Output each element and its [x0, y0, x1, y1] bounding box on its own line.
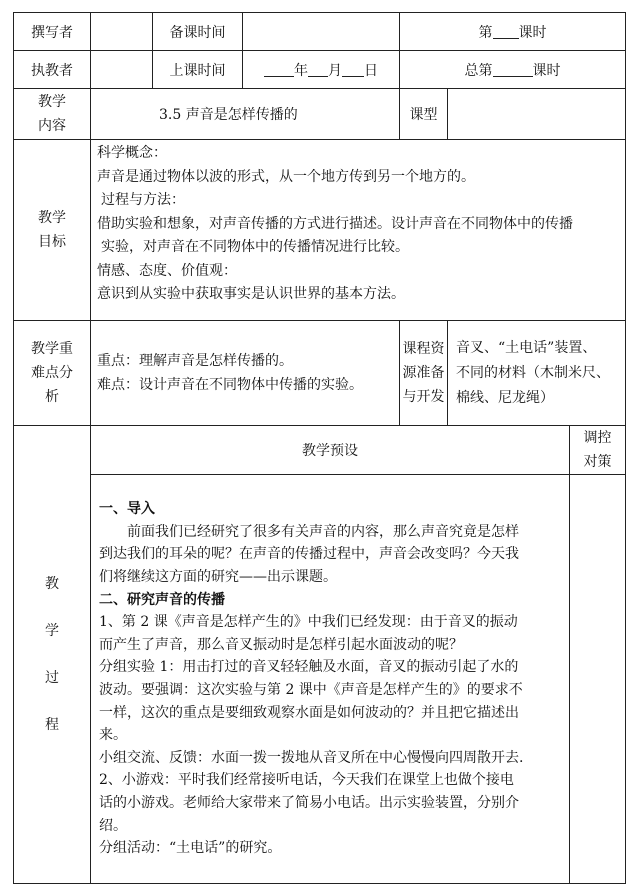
process-line: 前面我们已经研究了很多有关声音的内容，那么声音究竟是怎样 [127, 523, 519, 540]
process-line: 分组实验 1：用击打过的音叉轻轻触及水面，音叉的振动引起了水的 [99, 659, 519, 676]
goal-line: 声音是通过物体以波的形式，从一个地方传到另一个地方的。 [97, 168, 475, 185]
process-label: 教 学 过 程 [14, 426, 91, 884]
key-point: 重点：理解声音是怎样传播的。 [97, 353, 293, 369]
goal-line: 借助实验和想象，对声音传播的方式进行描述。设计声音在不同物体中的传播 [97, 215, 573, 232]
process-line: 绍。 [99, 817, 127, 834]
prep-time-label: 备课时间 [153, 13, 243, 51]
author-label: 撰写者 [14, 13, 91, 51]
teacher-label: 执教者 [14, 51, 91, 89]
class-date: 年 月 日 [243, 51, 400, 89]
goals-label: 教学 目标 [14, 140, 91, 321]
section-heading: 一、导入 [99, 501, 155, 518]
process-line: 小组交流、反馈：水面一拨一拨地从音叉所在中心慢慢向四周散开去. [99, 749, 524, 766]
lesson-number: 第 课时 [400, 13, 626, 51]
difficulty-label: 教学重 难点分 析 [14, 321, 91, 426]
goal-line: 实验，对声音在不同物体中的传播情况进行比较。 [101, 239, 409, 255]
total-lesson-number: 总第 课时 [400, 51, 626, 89]
process-line: 来。 [99, 727, 127, 744]
process-line: 波动。要强调：这次实验与第 2 课中《声音是怎样产生的》的要求不 [99, 682, 523, 698]
teacher-value [91, 51, 153, 89]
process-line: 分组活动：“土电话”的研究。 [99, 840, 282, 857]
adjust-header: 调控 对策 [570, 426, 626, 475]
process-line: 话的小游戏。老师给大家带来了简易小电话。出示实验装置，分别介 [99, 794, 519, 811]
lesson-plan-table [13, 12, 626, 884]
goals-content [91, 140, 626, 321]
class-time-label: 上课时间 [153, 51, 243, 89]
goal-line: 过程与方法： [101, 192, 185, 208]
resources-label: 课程资 源准备 与开发 [400, 321, 448, 426]
difficulty-row [14, 321, 626, 426]
header-row-1 [14, 13, 626, 51]
lesson-type-label: 课型 [400, 89, 448, 140]
goal-line: 意识到从实验中获取事实是认识世界的基本方法。 [97, 286, 405, 302]
process-line: 到达我们的耳朵的呢？在声音的传播过程中，声音会改变吗？今天我 [99, 546, 519, 563]
section-heading: 二、研究声音的传播 [99, 591, 225, 608]
process-line: 1、第 2 课《声音是怎样产生的》中我们已经发现：由于音叉的振动 [99, 614, 518, 631]
content-label: 教学 内容 [14, 89, 91, 140]
goal-line: 情感、态度、价值观： [97, 262, 237, 279]
process-header-row [14, 426, 626, 475]
process-line: 2、小游戏：平时我们经常接听电话，今天我们在课堂上也做个接电 [99, 772, 514, 789]
header-row-2 [14, 51, 626, 89]
process-content [91, 475, 570, 884]
difficulty-content [91, 321, 400, 426]
process-line: 们将继续这方面的研究——出示课题。 [99, 569, 337, 586]
adjust-content [570, 475, 626, 884]
prep-time-value [243, 13, 400, 51]
content-title: 3.5 声音是怎样传播的 [91, 89, 400, 140]
goals-row [14, 140, 626, 321]
lesson-type-value [448, 89, 626, 140]
content-row [14, 89, 626, 140]
process-body-row [14, 475, 626, 884]
resources-content: 音叉、“土电话”装置、 不同的材料（木制米尺、 棉线、尼龙绳） [448, 321, 626, 426]
process-line: 而产生了声音，那么音叉振动时是怎样引起水面波动的呢？ [99, 636, 463, 653]
process-line: 一样，这次的重点是要细致观察水面是如何波动的？并且把它描述出 [99, 704, 519, 721]
preset-header: 教学预设 [91, 426, 570, 475]
author-value [91, 13, 153, 51]
hard-point: 难点：设计声音在不同物体中传播的实验。 [97, 377, 363, 393]
goal-line: 科学概念： [97, 145, 167, 161]
